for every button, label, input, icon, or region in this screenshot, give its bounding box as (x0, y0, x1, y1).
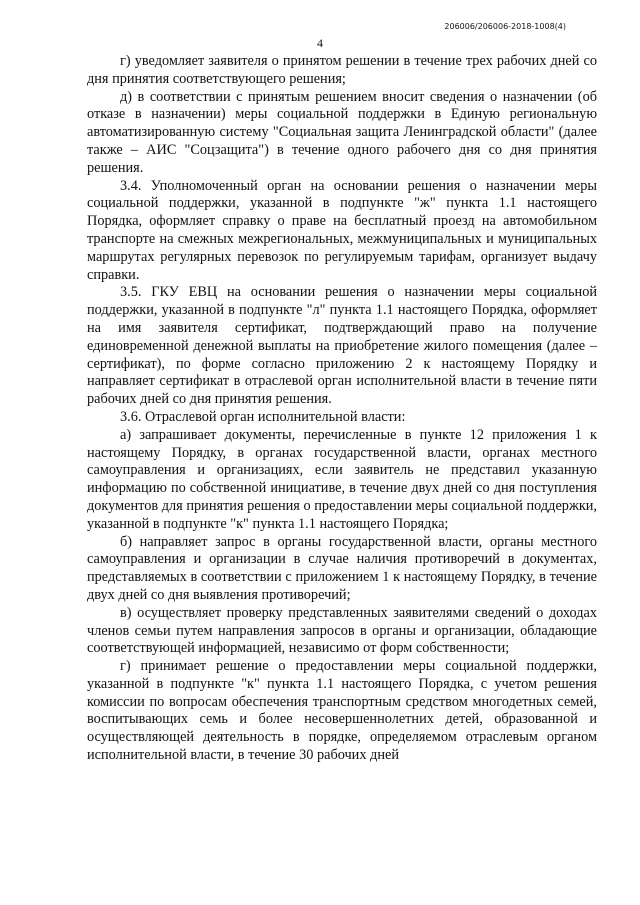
paragraph-item-a: а) запрашивает документы, перечисленные в пункте 12 приложения 1 к настоящему Порядку, в органах государственной власти, органах местного самоуправления и организациях, если заявитель не представил указанную информацию по собственной инициативе, в течение двух дней со дня поступления документов для принятия решения о предоставлении меры социальной поддержки, указанной в подпункте "к" пункта 1.1 настоящего Порядка; (87, 426, 597, 532)
paragraph-item-g-notify: г) уведомляет заявителя о принятом решении в течение трех рабочих дней со дня принятия соответствующего решения; (87, 53, 597, 87)
document-id: 206006/206006-2018-1008(4) (444, 22, 566, 31)
paragraph-3-6-heading: 3.6. Отраслевой орган исполнительной власти: (120, 408, 406, 425)
paragraph-item-b: б) направляет запрос в органы государственной власти, органы местного самоуправления и организации в случае наличия противоречий в документах, представляемых в соответствии с приложением 1 к настоящему Порядку, в течение двух дней со дня выявления противоречий; (87, 533, 597, 603)
page-number: 4 (317, 36, 323, 50)
document-body (87, 53, 597, 765)
paragraph-3-4: 3.4. Уполномоченный орган на основании решения о назначении меры социальной поддержки, указанной в подпункте "ж" пункта 1.1 настоящего Порядка, оформляет справку о праве на бесплатный проезд на автомобильном транспорте на смежных межрегиональных, межмуниципальных и муниципальных маршрутах регулярных перевозок по регулируемым тарифам, организует выдачу справки. (87, 177, 597, 283)
paragraph-3-5: 3.5. ГКУ ЕВЦ на основании решения о назначении меры социальной поддержки, указанной в подпункте "л" пункта 1.1 настоящего Порядка, оформляет на имя заявителя сертификат, подтверждающий право на получение единовременной денежной выплаты на приобретение жилого помещения (далее – сертификат), по форме согласно приложению 2 к настоящему Порядку и направляет сертификат в отраслевой орган исполнительной власти в течение пяти рабочих дней со дня принятия решения. (87, 284, 597, 408)
paragraph-item-d-ais: д) в соответствии с принятым решением вносит сведения о назначении (об отказе в назначении) меры социальной поддержки в Единую региональную автоматизированную систему "Социальная защита Ленинградской области" (далее также – АИС "Соцзащита") в течение одного рабочего дня со дня принятия решения. (87, 88, 597, 176)
paragraph-item-v: в) осуществляет проверку представленных заявителями сведений о доходах членов семьи путем направления запросов в органы и организации, обладающие соответствующей информацией, независимо от форм собственности; (87, 604, 597, 657)
paragraph-item-g-decision: г) принимает решение о предоставлении меры социальной поддержки, указанной в подпункте "к" пункта 1.1 настоящего Порядка, с учетом решения комиссии по вопросам обеспечения транспортным средством многодетных семей, воспитывающих семь и более несовершеннолетних детей, образованной и осуществляющей деятельность в порядке, определяемом отраслевым органом исполнительной власти, в течение 30 рабочих дней (87, 658, 597, 764)
